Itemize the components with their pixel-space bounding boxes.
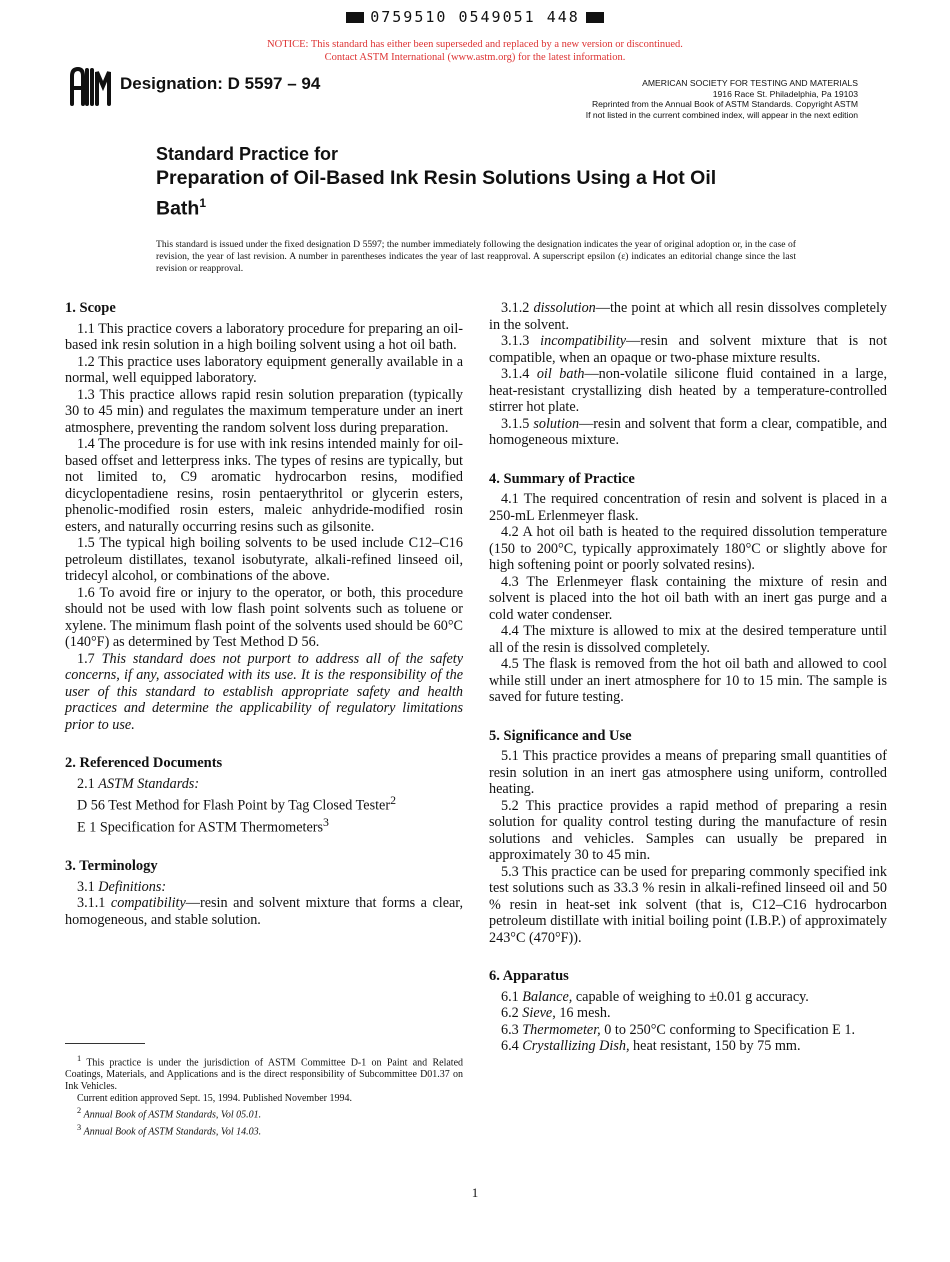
section-heading: 1. Scope: [65, 300, 116, 316]
paragraph: 5.1 This practice provides a means of preparing small quantities of resin solution in an inert gas atmosphere using uniform, controlled heating.: [489, 748, 887, 797]
reference-item: D 56 Test Method for Flash Point by Tag Closed Tester$^2$: [77, 793, 396, 814]
definition: 3.1.5 solution—resin and solvent that form a clear, compatible, and homogeneous mixture.: [489, 415, 888, 448]
section-heading: 2. Referenced Documents: [65, 755, 223, 771]
footnote-rule: [65, 1043, 145, 1044]
footnote: $^1$ This practice is under the jurisdiction of ASTM Committee D-1 on Paint and Related Coatings, Materials, and Applications and is the direct responsibility of Subcommittee D01.37 on Ink Vehicles.: [65, 1054, 464, 1093]
definition: 3.1.4 oil bath—non-volatile silicone fluid contained in a large, heat-resistant crystallizing dish heated by a temperature-controlled stirrer hot plate.: [489, 366, 887, 415]
designation: Designation: D 5597 – 94: [120, 74, 321, 93]
paragraph: 4.1 The required concentration of resin and solvent is placed in a 250-mL Erlenmeyer flask.: [489, 491, 887, 524]
paragraph: 4.4 The mixture is allowed to mix at the desired temperature until all of the resin is dissolved completely.: [489, 623, 887, 656]
right-column: [489, 300, 887, 1055]
paragraph-safety: 1.7 This standard does not purport to address all of the safety concerns, if any, associated with its use. It is the responsibility of the user of this standard to establish appropriate safety and health practices and determine the applicability of regulatory limitations prior to use.: [65, 650, 464, 733]
section-heading: 5. Significance and Use: [489, 727, 632, 744]
footnote: Current edition approved Sept. 15, 1994. Published November 1994.: [77, 1093, 352, 1105]
paragraph: 1.2 This practice uses laboratory equipment generally available in a normal, well equipped laboratory.: [65, 353, 463, 386]
paragraph: 1.1 This practice covers a laboratory procedure for preparing an oil-based ink resin solution in a high boiling solvent using a hot oil bath.: [65, 320, 463, 353]
barcode-header: [0, 8, 950, 26]
paragraph: 2.1 ASTM Standards:: [77, 775, 200, 792]
notice: [0, 38, 950, 64]
paragraph: 4.5 The flask is removed from the hot oil bath and allowed to cool while still under an inert atmosphere for 10 to 15 min. The sample is saved for future testing.: [489, 656, 887, 705]
paragraph: 4.2 A hot oil bath is heated to the required dissolution temperature (150 to 200°C, typically approximately 180°C or slightly above for high softening point or poorly solvated resins).: [489, 524, 887, 573]
section-heading: 6. Apparatus: [489, 968, 569, 984]
reference-item: E 1 Specification for ASTM Thermometers$^3$: [77, 815, 329, 836]
barcode-block-right: [586, 12, 604, 23]
document-title: [156, 142, 836, 222]
society-line: If not listed in the current combined index, will appear in the next edition: [585, 109, 858, 120]
barcode-block-left: [346, 12, 364, 23]
apparatus-item: 6.2 Sieve, 16 mesh.: [501, 1005, 611, 1021]
title-line-3: Bath$^1$: [156, 196, 207, 220]
footnote: $^3$ Annual Book of ASTM Standards, Vol 14.03.: [77, 1122, 262, 1137]
paragraph: 1.4 The procedure is for use with ink resins intended mainly for oil-based offset and letterpress inks. The types of resins are typically, but not limited to, C9 aromatic hydrocarbon resins, modified dicyclopentadiene resins, rosin pentaerythritol or glycerin esters, phenolic-modified rosin esters, maleic anhydride-modified rosin esters, and naturally occurring resins such as gilsonite.: [65, 436, 463, 535]
page-number: 1: [471, 1185, 479, 1200]
paragraph: 1.3 This practice allows rapid resin solution preparation (typically 30 to 45 min) and regulates the maximum temperature under an inert atmosphere, preventing the random solvent loss during preparation.: [65, 386, 463, 436]
section-heading: 3. Terminology: [65, 858, 158, 875]
paragraph: 5.3 This practice can be used for preparing commonly specified ink test solutions such as 33.3 % resin in alkali-refined linseed oil and 50 % resin in heat-set ink solvent (that is, C12–C16 hydrocarbon petroleum distillate with initial boiling point (I.B.P.) of approximately 243°C (470°F)).: [489, 863, 887, 946]
paragraph: 1.5 The typical high boiling solvents to be used include C12–C16 petroleum distillates, texanol isobutyrate, alkali-refined linseed oil, tridecyl alcohol, or combinations of the above.: [65, 535, 463, 584]
astm-logo-icon: [66, 64, 114, 110]
paragraph: 1.6 To avoid fire or injury to the operator, or both, this procedure should not be used with low flash point solvents such as toluene or xylene. The minimum flash point of the solvents used should be 60°C (140°F) as determined by Test Method D 56.: [65, 584, 463, 650]
society-info: [586, 78, 858, 120]
footnotes: [65, 1053, 463, 1138]
barcode-text: 0759510 0549051 448: [370, 8, 580, 26]
notice-line-1: NOTICE: This standard has either been superseded and replaced by a new version or discontinued.: [267, 39, 683, 50]
section-heading: 4. Summary of Practice: [489, 470, 635, 487]
society-line: 1916 Race St. Philadelphia, Pa 19103: [712, 88, 858, 99]
paragraph: 3.1 Definitions:: [77, 878, 167, 895]
definition: 3.1.1 compatibility—resin and solvent mixture that forms a clear, homogeneous, and stable solution.: [65, 895, 464, 928]
paragraph: 4.3 The Erlenmeyer flask containing the mixture of resin and solvent is placed into the hot oil bath with an inert gas purge and a cold water condenser.: [489, 573, 887, 623]
definition: 3.1.3 incompatibility—resin and solvent mixture that is not compatible, when an opaque or two-phase mixture results.: [489, 333, 888, 366]
title-line-1: Standard Practice for: [156, 144, 339, 164]
definition: 3.1.2 dissolution—the point at which all resin dissolves completely in the solvent.: [489, 300, 888, 333]
title-line-2: Preparation of Oil-Based Ink Resin Solutions Using a Hot Oil: [156, 167, 717, 189]
left-column: [65, 300, 463, 928]
society-line: AMERICAN SOCIETY FOR TESTING AND MATERIALS: [642, 78, 858, 88]
apparatus-item: 6.4 Crystallizing Dish, heat resistant, 150 by 75 mm.: [501, 1038, 801, 1054]
notice-line-2: Contact ASTM International (www.astm.org) for the latest information.: [324, 52, 626, 63]
apparatus-item: 6.1 Balance, capable of weighing to ±0.01 g accuracy.: [501, 988, 809, 1005]
paragraph: 5.2 This practice provides a rapid method of preparing a resin solution for quality control testing during the manufacture of resin solutions and vehicles. Samples can usually be prepared in approximately 30 to 45 min.: [489, 797, 887, 863]
issued-note: This standard is issued under the fixed designation D 5597; the number immediately following the designation indicates the year of original adoption or, in the case of revision, the year of last revision. A number in parentheses indicates the year of last reapproval. A superscript epsilon (ε) indicates an editorial change since the last revision or reapproval.: [156, 239, 796, 274]
footnote: $^2$ Annual Book of ASTM Standards, Vol 05.01.: [77, 1106, 262, 1121]
apparatus-item: 6.3 Thermometer, 0 to 250°C conforming to Specification E 1.: [501, 1021, 856, 1038]
society-line: Reprinted from the Annual Book of ASTM Standards. Copyright ASTM: [591, 99, 858, 109]
